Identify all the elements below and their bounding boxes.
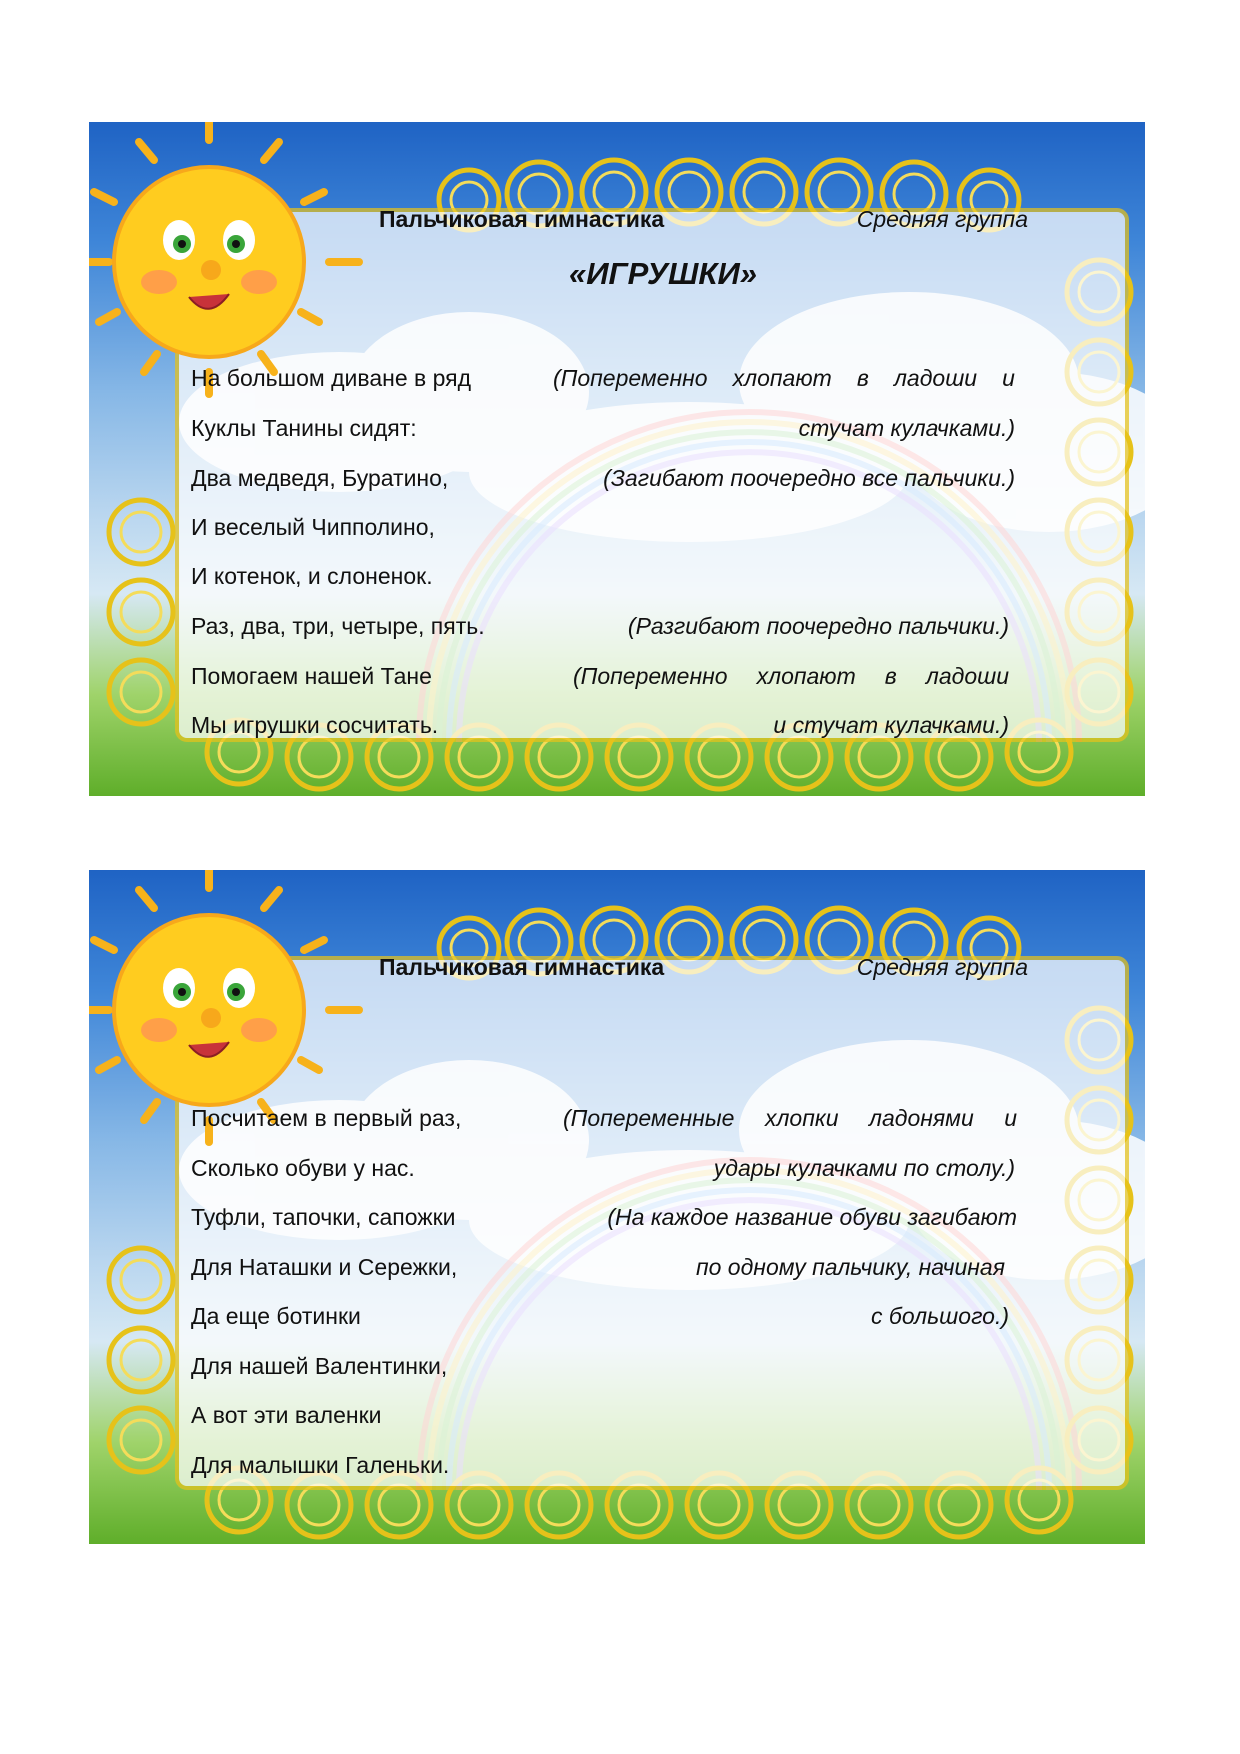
note-word: в — [856, 365, 869, 391]
rhyme-line: Для нашей Валентинки, — [191, 1353, 448, 1379]
movement-note: (Разгибают поочередно пальчики.) — [627, 613, 1009, 639]
note-word: хлопают — [756, 663, 856, 689]
card-title: Пальчиковая гимнастика — [379, 954, 665, 980]
rhyme-line: Сколько обуви у нас. — [191, 1155, 415, 1181]
movement-note: с большого.) — [871, 1303, 1009, 1329]
rhyme-line: На большом диване в ряд — [191, 365, 472, 391]
rhyme-line: Мы игрушки сосчитать. — [191, 712, 439, 738]
group-label: Средняя группа — [856, 954, 1028, 980]
group-label: Средняя группа — [856, 206, 1028, 232]
exercise-card-toys — [89, 122, 1145, 796]
rhyme-line: Раз, два, три, четыре, пять. — [191, 613, 485, 639]
rhyme-line: Туфли, тапочки, сапожки — [191, 1204, 456, 1230]
rhyme-line: Для малышки Галеньки. — [191, 1452, 450, 1478]
note-word: (Попеременные — [563, 1105, 735, 1131]
rhyme-heading: «ИГРУШКИ» — [569, 256, 757, 291]
note-word: и — [1004, 1105, 1017, 1131]
movement-note: и стучат кулачками.) — [773, 712, 1009, 738]
rhyme-line: Два медведя, Буратино, — [191, 465, 449, 491]
movement-note — [563, 1105, 1017, 1132]
rhyme-line: Для Наташки и Сережки, — [191, 1254, 458, 1280]
rhyme-line: И котенок, и слоненок. — [191, 563, 433, 589]
rhyme-line: И веселый Чипполино, — [191, 514, 435, 540]
exercise-card-shoes — [89, 870, 1145, 1544]
movement-note: удары кулачками по столу.) — [713, 1155, 1015, 1181]
note-word: хлопки — [764, 1105, 839, 1131]
note-word: ладонями — [868, 1105, 974, 1131]
note-word: ладоши — [925, 663, 1009, 689]
note-word: и — [1002, 365, 1015, 391]
note-word: хлопают — [732, 365, 832, 391]
rhyme-line: А вот эти валенки — [191, 1402, 382, 1428]
movement-note: (На каждое название обуви загибают — [607, 1204, 1017, 1230]
movement-note: по одному пальчику, начиная — [695, 1254, 1005, 1280]
movement-note: (Загибают поочередно все пальчики.) — [603, 465, 1015, 491]
movement-note — [573, 663, 1009, 690]
rhyme-line: Посчитаем в первый раз, — [191, 1105, 462, 1131]
rhyme-line: Куклы Танины сидят: — [191, 415, 417, 441]
rhyme-line: Помогаем нашей Тане — [191, 663, 432, 689]
movement-note — [553, 365, 1015, 392]
note-word: (Попеременно — [573, 663, 728, 689]
note-word: (Попеременно — [553, 365, 708, 391]
rhyme-line: Да еще ботинки — [191, 1303, 361, 1329]
card-title: Пальчиковая гимнастика — [379, 206, 665, 232]
movement-note: стучат кулачками.) — [798, 415, 1015, 441]
note-word: в — [884, 663, 897, 689]
note-word: ладоши — [893, 365, 978, 391]
